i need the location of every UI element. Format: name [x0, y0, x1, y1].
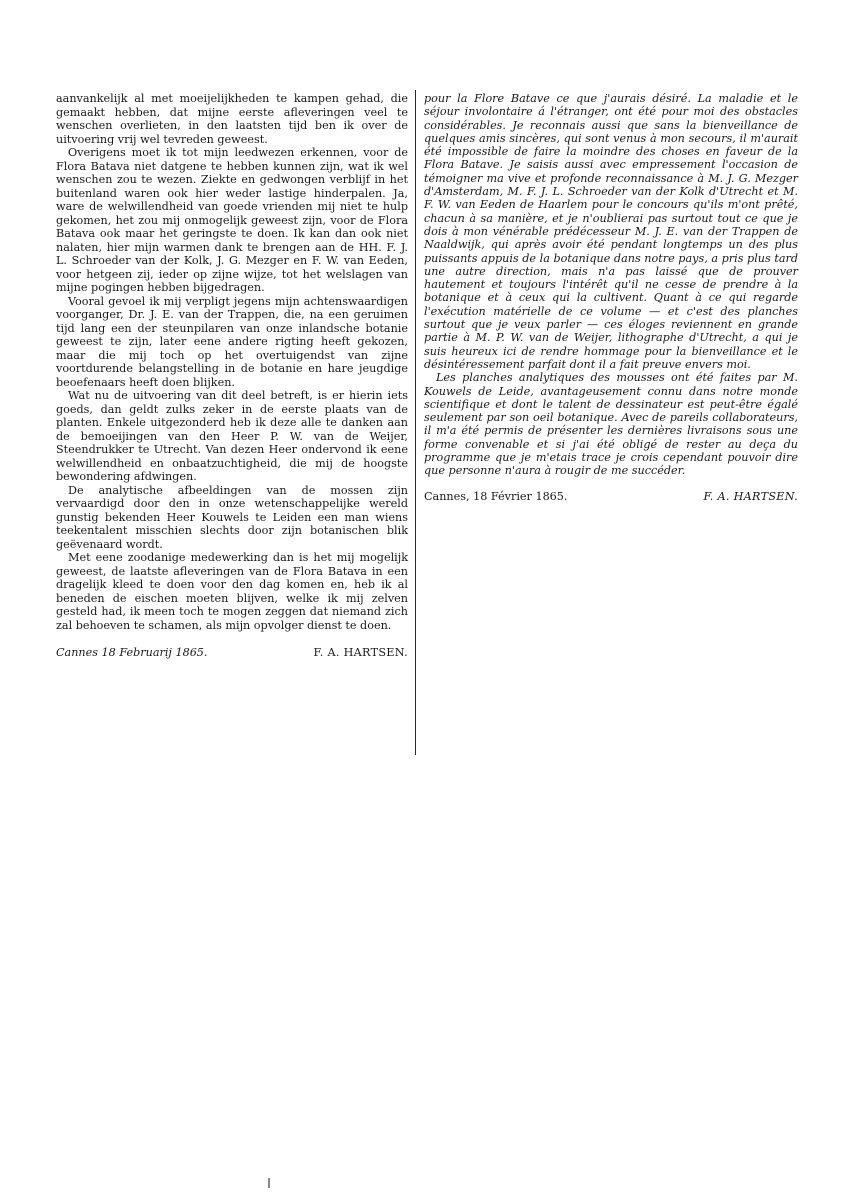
right-column-french	[424, 92, 798, 503]
left-paragraph-4: Wat nu de uitvoering van dit deel betreft, is er hierin iets goeds, dan geldt zulks zeker in de eerste plaats van de planten. Enkele uitgezonderd heb ik deze alle te danken aan de bemoeijingen van den Heer P. W. van de Weijer, Steendrukker te Utrecht. Van dezen Heer ondervond ik eene welwillendheid en onbaatzuchtigheid, die mij de hoogste bewondering afdwingen.	[56, 389, 408, 483]
right-paragraph-1: pour la Flore Batave ce que j'aurais désiré. La maladie et le séjour involontaire á l'étranger, ont été pour moi des obstacles considérables. Je reconnais aussi que sans la bienveillance de quelques amis sincères, qui sont venus à mon secours, il m'aurait été impossible de faire la moindre des choses en faveur de la Flora Batave. Je saisis aussi avec empressement l'occasion de témoigner ma vive et profonde reconnaissance à M. J. G. Mezger d'Amsterdam, M. F. J. L. Schroeder van der Kolk d'Utrecht et M. F. W. van Eeden de Haarlem pour le concours qu'ils m'ont prêté, chacun à sa manière, et je n'oublierai pas surtout tout ce que je dois à mon vénérable prédécesseur M. J. E. van der Trappen de Naaldwijk, qui après avoir été pendant longtemps un des plus puissants appuis de la botanique dans notre pays, a pris plus tard une autre direction, mais n'a pas laissé que de prouver hautement et toujours l'intérêt qu'il ne cesse de prendre à la botanique et à ceux qui la cultivent. Quant à ce qui regarde l'exécution matérielle de ce volume — et c'est des planches surtout que je veux parler — ces éloges reviennent en grande partie à M. P. W. van de Weijer, lithographe d'Utrecht, a qui je suis heureux ici de rendre hommage pour la bienveillance et le désintéressement parfait dont il a fait preuve envers moi.	[424, 92, 798, 371]
left-paragraph-6: Met eene zoodanige medewerking dan is het mij mogelijk geweest, de laatste afleveringen van de Flora Batava in een dragelijk kleed te doen voor den dag komen en, heb ik al beneden de eischen moeten blijven, welke ik mij zelven gesteld had, ik meen toch te mogen zeggen dat niemand zich zal behoeven te schamen, als mijn opvolger dienst te doen.	[56, 551, 408, 632]
left-paragraph-3: Vooral gevoel ik mij verpligt jegens mijn achtenswaardigen voorganger, Dr. J. E. van der Trappen, die, na een geruimen tijd lang een der steunpilaren van onze inlandsche botanie geweest te zijn, later eene andere rigting heeft gekozen, maar die mij toch op het overtuigendst van zijne voortdurende belangstelling in de botanie en hare jeugdige beoefenaars heeft doen blijken.	[56, 294, 408, 389]
right-signature-place: Cannes, 18 Février 1865.	[424, 489, 568, 503]
left-column-dutch	[56, 92, 408, 660]
left-paragraph-5: De analytische afbeeldingen van de mossen zijn vervaardigd door den in onze wetenschappelijke wereld gunstig bekenden Heer Kouwels te Leiden een man wiens teekentalent misschien slechts door zijn botanischen blik geëvenaard wordt.	[56, 483, 408, 551]
right-signature	[424, 490, 798, 503]
left-paragraph-2: Overigens moet ik tot mijn leedwezen erkennen, voor de Flora Batava niet datgene te hebben kunnen zijn, wat ik wel wenschen zou te wezen. Ziekte en gedwongen verblijf in het buitenland waren ook hier weder lastige hinderpalen. Ja, ware de welwillendheid van goede vrienden mij niet te hulp gekomen, het zou mij onmogelijk geweest zijn, voor de Flora Batava ook maar het geringste te doen. Ik kan dan ook niet nalaten, hier mijn warmen dank te brengen aan de HH. F. J. L. Schroeder van der Kolk, J. G. Mezger en F. W. van Eeden, voor hetgeen zij, ieder op zijne wijze, tot het welslagen van mijne pogingen hebben bijgedragen.	[56, 146, 408, 294]
left-signature	[56, 646, 408, 660]
right-paragraph-2: Les planches analytiques des mousses ont été faites par M. Kouwels de Leide, avantageusement connu dans notre monde scientifique et dont le talent de dessinateur est peut-être égalé seulement par son oeil botanique. Avec de pareils collaborateurs, il m'a été permis de présenter les dernières livraisons sous une forme convenable et si j'ai été obligé de rester au deça du programme que je m'etais trace je crois cependant pouvoir dire que personne n'aura à rougir de me succéder.	[424, 371, 798, 478]
left-signature-name: F. A. HARTSEN.	[313, 646, 408, 659]
page-edge-mark	[268, 1178, 270, 1188]
left-paragraph-1: aanvankelijk al met moeijelijkheden te kampen gehad, die gemaakt hebben, dat mijne eerste afleveringen veel te wenschen overlieten, in den laatsten tijd ben ik over de uitvoering vrij wel tevreden geweest.	[56, 92, 408, 146]
column-divider	[415, 90, 416, 755]
left-signature-place: Cannes 18 Februarij 1865.	[56, 646, 208, 659]
right-signature-name: F. A. HARTSEN.	[703, 489, 798, 503]
